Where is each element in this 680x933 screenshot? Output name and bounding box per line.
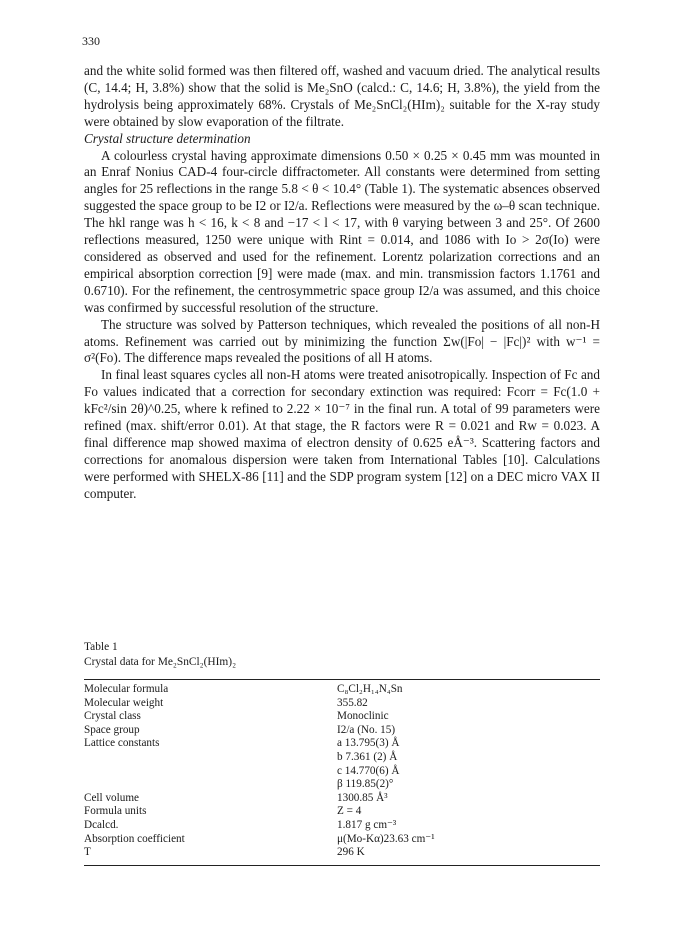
table-row [84,683,600,697]
table-row [84,792,600,806]
table-row-value: 1300.85 Å³ [337,791,388,804]
table-row [84,833,600,847]
table-label: Table 1 [84,641,118,653]
table-row-label: Space group [84,723,140,736]
table-row-value: c 14.770(6) Å [337,764,400,777]
table-row-label: Absorption coefficient [84,832,185,845]
table-row [84,724,600,738]
table-row-label: T [84,846,91,859]
table-caption [84,640,236,670]
table-row-value: β 119.85(2)° [337,778,394,791]
section-heading: Crystal structure determination [84,130,251,146]
table-row [84,778,600,792]
paragraph-data-collection: A colourless crystal having approximate dimensions 0.50 × 0.25 × 0.45 mm was mounted in an Enraf Nonius CAD-4 four-circle diffractometer. All constants were determined from setting angles for 25 reflections in the range 5.8 < θ < 10.4° (Table 1). The systematic absences observed suggested the space group to be I2 or I2/a. Reflections were measured by the ω–θ scan technique. The hkl range was h < 16, k < 8 and −17 < l < 17, with θ varying between 3 and 25°. Of 2600 reflections measured, 1250 were unique with Rint = 0.014, and 1086 with Io > 2σ(Io) were considered as observed and used for the refinement. Lorentz polarization corrections and an empirical absorption correction [9] were made (max. and min. transmission factors 1.1761 and 0.6710). For the refinement, the centrosymmetric space group I2/a was assumed, and this choice was confirmed by successful resolution of the structure. [84,147,600,315]
table-row-label [84,751,337,765]
table-row-value: Z = 4 [337,805,362,818]
crystal-data-table [84,679,600,866]
table-row-value: 1.817 g cm⁻³ [337,818,397,831]
table-row [84,710,600,724]
paragraph-refinement: In final least squares cycles all non-H atoms were treated anisotropically. Inspection of Fc and Fo values indicated that a correction for secondary extinction was required: Fcorr = Fc(1.0 + kFc²/sin 2θ)^0.25, where k refined to 2.22 × 10⁻⁷ in the final run. A total of 99 parameters were refined (max. shift/error 0.01). At that stage, the R factors were R = 0.021 and Rw = 0.023. A final difference map showed maxima of electron density of 0.625 eÅ⁻³. Scattering factors and corrections for anomalous dispersion were taken from International Tables [10]. Calculations were performed with SHELX-86 [11] and the SDP program system [12] on a DEC micro VAX II computer. [84,367,600,501]
table-row-value: 355.82 [337,696,368,709]
table-row [84,846,600,860]
table-row [84,819,600,833]
page-number: 330 [82,34,100,48]
table-row-value: I2/a (No. 15) [337,723,396,736]
table-title: Crystal data for Me₂SnCl₂(HIm)₂ [84,656,237,668]
table-row-label: Molecular formula [84,683,169,695]
paragraph-synthesis: and the white solid formed was then filtered off, washed and vacuum dried. The analytical results (C, 14.4; H, 3.8%) show that the solid is Me₂SnO (calcd.: C, 14.6; H, 3.8%), the yield from the hydrolysis being approximately 68%. Crystals of Me₂SnCl₂(HIm)₂ suitable for the X-ray study were obtained by slow evaporation of the filtrate. [84,63,600,129]
table-row-label: Dcalcd. [84,818,119,831]
table-row [84,765,600,779]
table-row [84,697,600,711]
table-row-value: b 7.361 (2) Å [337,750,398,763]
table-row-label: Crystal class [84,710,141,723]
table-row-value: μ(Mo-Kα)23.63 cm⁻¹ [337,832,435,845]
table-row [84,737,600,751]
article-body [84,63,600,503]
table-row-value: C₈Cl₂H₁₄N₄Sn [337,683,403,695]
table-row [84,751,600,765]
table-row-value: Monoclinic [337,710,389,723]
table-row-label: Molecular weight [84,696,164,709]
paragraph-structure-solution: The structure was solved by Patterson techniques, which revealed the positions of all non-H atoms. Refinement was carried out by minimizing the function Σw(|Fo| − |Fc|)² with w⁻¹ = σ²(Fo). The difference maps revealed the positions of all H atoms. [84,316,600,366]
table-row-value: a 13.795(3) Å [337,737,400,750]
table-row-label: Lattice constants [84,737,160,750]
table-row-label [84,778,337,792]
table-row-label [84,765,337,779]
table-row [84,805,600,819]
table-row-value: 296 K [337,846,365,859]
table-row-label: Formula units [84,805,147,818]
table-row-label: Cell volume [84,791,139,804]
